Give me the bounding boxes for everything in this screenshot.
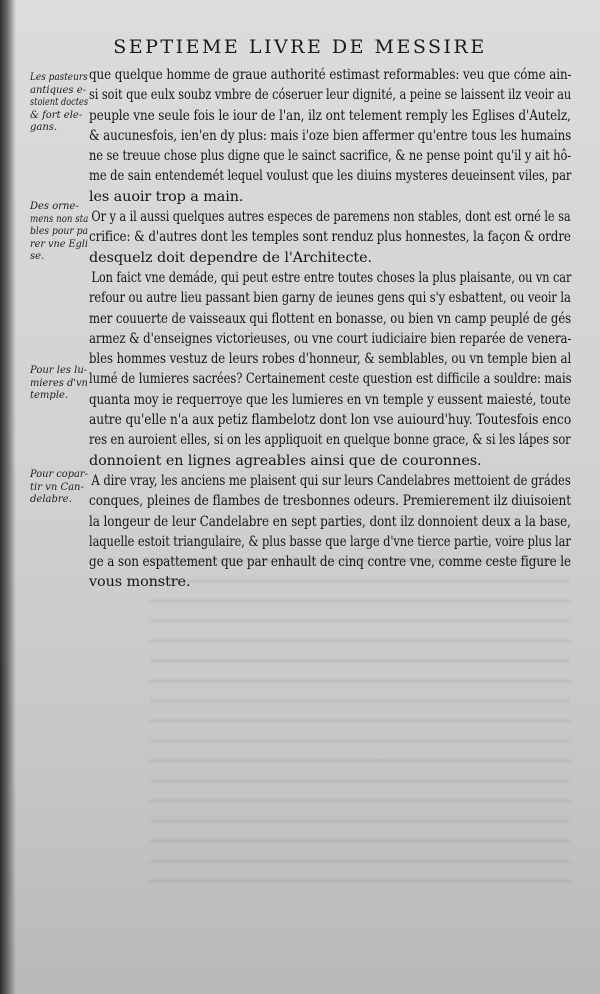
- margin-note-line: Pour les lu-: [30, 365, 88, 376]
- text-line: vous monstre.: [89, 574, 191, 591]
- bleed-through-text: [150, 560, 570, 890]
- margin-note-line: delabre.: [30, 494, 72, 506]
- text-line: Lon faict vne demáde, qui peut estre entre toutes choses la plus plaisante, ou vn car: [91, 269, 572, 286]
- text-line: crifice: & d'autres dont les temples sont renduz plus honnestes, la façon & ordre: [89, 229, 571, 246]
- running-head: SEPTIEME LIVRE DE MESSIRE: [113, 36, 487, 58]
- text-line: ge a son espattement que par enhault de cinq contre vne, comme ceste figure le: [89, 554, 572, 571]
- text-line: si soit que eulx soubz vmbre de cóseruer leur dignité, a peine se laissent ilz veoir au: [89, 87, 572, 104]
- margin-note-line: rer vne Egli: [30, 238, 88, 250]
- text-line: & aucunesfois, ien'en dy plus: mais i'oze bien affermer qu'entre tous les humains: [89, 127, 572, 144]
- text-line: refour ou autre lieu passant bien garny de ieunes gens qui s'y esbattent, ou veoir la: [89, 290, 571, 307]
- margin-note-line: stoient doctes: [30, 97, 89, 109]
- text-line: ne se treuue chose plus digne que le sainct sacrifice, & ne pense point qu'il y ait hô-: [89, 148, 572, 165]
- text-line: laquelle estoit triangulaire, & plus basse que large d'vne tierce partie, voire plus lar: [89, 533, 571, 550]
- margin-note-line: gans.: [30, 122, 58, 134]
- text-line: mer couuerte de vaisseaux qui flottent en bonasse, ou bien vn camp peuplé de gés: [89, 310, 572, 327]
- text-line: conques, pleines de flambes de tresbonnes odeurs. Premierement ilz diuisoient: [89, 493, 571, 510]
- text-line: bles hommes vestuz de leurs robes d'honneur, & semblables, ou vn temple bien al: [89, 351, 572, 368]
- margin-note-line: Pour copar-: [30, 469, 88, 480]
- margin-note-line: se.: [30, 251, 45, 263]
- margin-note-line: & fort ele-: [30, 109, 83, 121]
- text-line: Or y a il aussi quelques autres especes de paremens non stables, dont est orné le sa: [91, 209, 571, 226]
- text-line: me de sain entendemét lequel voulust que les diuins mysteres deueinsent viles, par: [89, 168, 572, 185]
- margin-note-candelabre: [30, 469, 90, 507]
- margin-note-line: Des orne-: [30, 201, 79, 212]
- text-line: res en auroient elles, si on les appliquoit en quelque bonne grace, & si les lápes sor: [89, 432, 571, 449]
- margin-note-lumieres: [30, 365, 90, 403]
- margin-note-ornemens: [30, 201, 90, 264]
- text-line: quanta moy ie requerroye que les lumieres en vn temple y eussent maiesté, toute: [89, 391, 571, 408]
- margin-note-pasteurs: [30, 72, 90, 135]
- margin-note-line: Les pasteurs: [30, 72, 88, 83]
- margin-note-line: temple.: [30, 390, 69, 402]
- margin-note-line: antiques e-: [30, 84, 86, 96]
- margin-note-line: mens non sta: [30, 213, 89, 225]
- text-line: les auoir trop a main.: [89, 188, 244, 205]
- text-line: desquelz doit dependre de l'Architecte.: [89, 249, 373, 266]
- text-line: peuple vne seule fois le iour de l'an, ilz ont telement remply les Eglises d'Autelz,: [89, 107, 571, 124]
- text-line: A dire vray, les anciens me plaisent qui sur leurs Candelabres mettoient de grádes: [91, 472, 571, 489]
- margin-note-line: bles pour pa: [30, 226, 89, 238]
- binding-shadow: [0, 0, 16, 994]
- margin-note-line: tir vn Can-: [30, 481, 84, 493]
- text-line: armez & d'enseignes victorieuses, ou vne court iudiciaire bien reparée de venera-: [89, 330, 572, 347]
- text-line: la longeur de leur Candelabre en sept parties, dont ilz donnoient deux a la base,: [89, 513, 571, 530]
- text-line: que quelque homme de graue authorité estimast reformables: veu que cóme ain-: [89, 67, 572, 83]
- text-line: autre qu'elle n'a aux petiz flambelotz dont lon vse auiourd'huy. Toutesfois enco: [89, 412, 572, 429]
- text-line: donnoient en lignes agreables ainsi que de couronnes.: [89, 452, 482, 469]
- margin-note-line: mieres d'vn: [30, 377, 88, 389]
- body-text: [89, 65, 571, 593]
- text-line: lumé de lumieres sacrées? Certainement ceste question est difficile a souldre: mais: [89, 371, 572, 388]
